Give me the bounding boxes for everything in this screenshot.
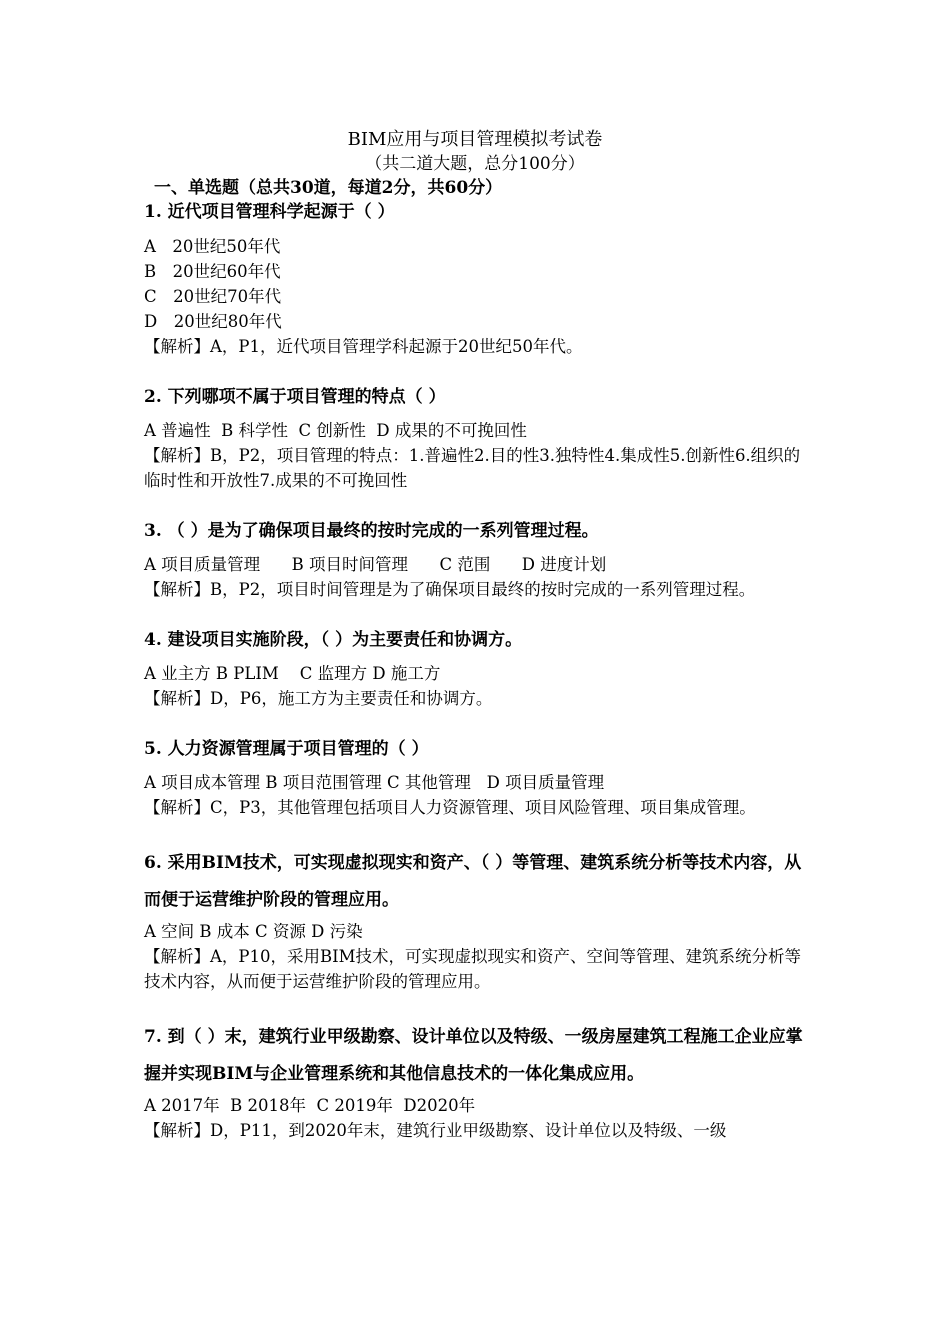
question-3 — [144, 518, 808, 602]
options-line: A 普遍性 B 科学性 C 创新性 D 成果的不可挽回性 — [144, 421, 527, 440]
question-title: 6. 采用BIM技术，可实现虚拟现实和资产、（ ）等管理、建筑系统分析等技术内容，从而便于运营维护阶段的管理应用。 — [144, 853, 802, 910]
question-4 — [144, 627, 808, 711]
exam-title: BIM应用与项目管理模拟考试卷 — [347, 129, 603, 150]
question-analysis: 【解析】D，P11，到2020年末，建筑行业甲级勘察、设计单位以及特级、一级 — [144, 1121, 727, 1140]
spacer — [144, 820, 808, 845]
question-title: 7. 到（ ）末，建筑行业甲级勘察、设计单位以及特级、一级房屋建筑工程施工企业应掌握并实现BIM与企业管理系统和其他信息技术的一体化集成应用。 — [144, 1027, 803, 1084]
options-line: A 项目质量管理 B 项目时间管理 C 范围 D 进度计划 — [144, 555, 607, 574]
spacer — [144, 359, 808, 384]
spacer — [144, 493, 808, 518]
question-analysis: 【解析】A，P1，近代项目管理学科起源于20世纪50年代。 — [144, 337, 583, 356]
question-1 — [144, 199, 808, 359]
options-line: A 业主方 B PLIM C 监理方 D 施工方 — [144, 664, 441, 683]
question-list — [144, 199, 808, 1143]
question-analysis: 【解析】D，P6，施工方为主要责任和协调方。 — [144, 689, 493, 708]
question-7 — [144, 1019, 808, 1143]
spacer — [144, 602, 808, 627]
spacer — [144, 711, 808, 736]
question-5 — [144, 736, 808, 820]
question-title: 5. 人力资源管理属于项目管理的（ ） — [144, 739, 429, 759]
question-title: 3. （ ）是为了确保项目最终的按时完成的一系列管理过程。 — [144, 521, 599, 541]
option-a: A 20世纪50年代 — [144, 237, 281, 256]
question-title: 2. 下列哪项不属于项目管理的特点（ ） — [144, 387, 446, 407]
options-line: A 项目成本管理 B 项目范围管理 C 其他管理 D 项目质量管理 — [144, 773, 605, 792]
option-d: D 20世纪80年代 — [144, 312, 282, 331]
question-analysis: 【解析】C，P3，其他管理包括项目人力资源管理、项目风险管理、项目集成管理。 — [144, 798, 756, 817]
options-line: A 2017年 B 2018年 C 2019年 D2020年 — [144, 1096, 476, 1115]
option-c: C 20世纪70年代 — [144, 287, 282, 306]
question-2 — [144, 384, 808, 493]
question-analysis: 【解析】B，P2，项目管理的特点：1.普遍性2.目的性3.独特性4.集成性5.创新性6.组织的临时性和开放性7.成果的不可挽回性 — [144, 446, 801, 490]
option-b: B 20世纪60年代 — [144, 262, 281, 281]
spacer — [144, 994, 808, 1019]
question-analysis: 【解析】B，P2，项目时间管理是为了确保项目最终的按时完成的一系列管理过程。 — [144, 580, 756, 599]
question-title: 4. 建设项目实施阶段，（ ）为主要责任和协调方。 — [144, 630, 523, 650]
exam-subtitle: （共二道大题，总分100分） — [365, 154, 585, 174]
question-6 — [144, 845, 808, 994]
question-title: 1. 近代项目管理科学起源于（ ） — [144, 202, 395, 222]
options-line: A 空间 B 成本 C 资源 D 污染 — [144, 922, 363, 941]
section-heading: 一、单选题（总共30道，每道2分，共60分） — [154, 178, 503, 198]
question-analysis: 【解析】A，P10，采用BIM技术，可实现虚拟现实和资产、空间等管理、建筑系统分析等技术内容，从而便于运营维护阶段的管理应用。 — [144, 947, 802, 991]
